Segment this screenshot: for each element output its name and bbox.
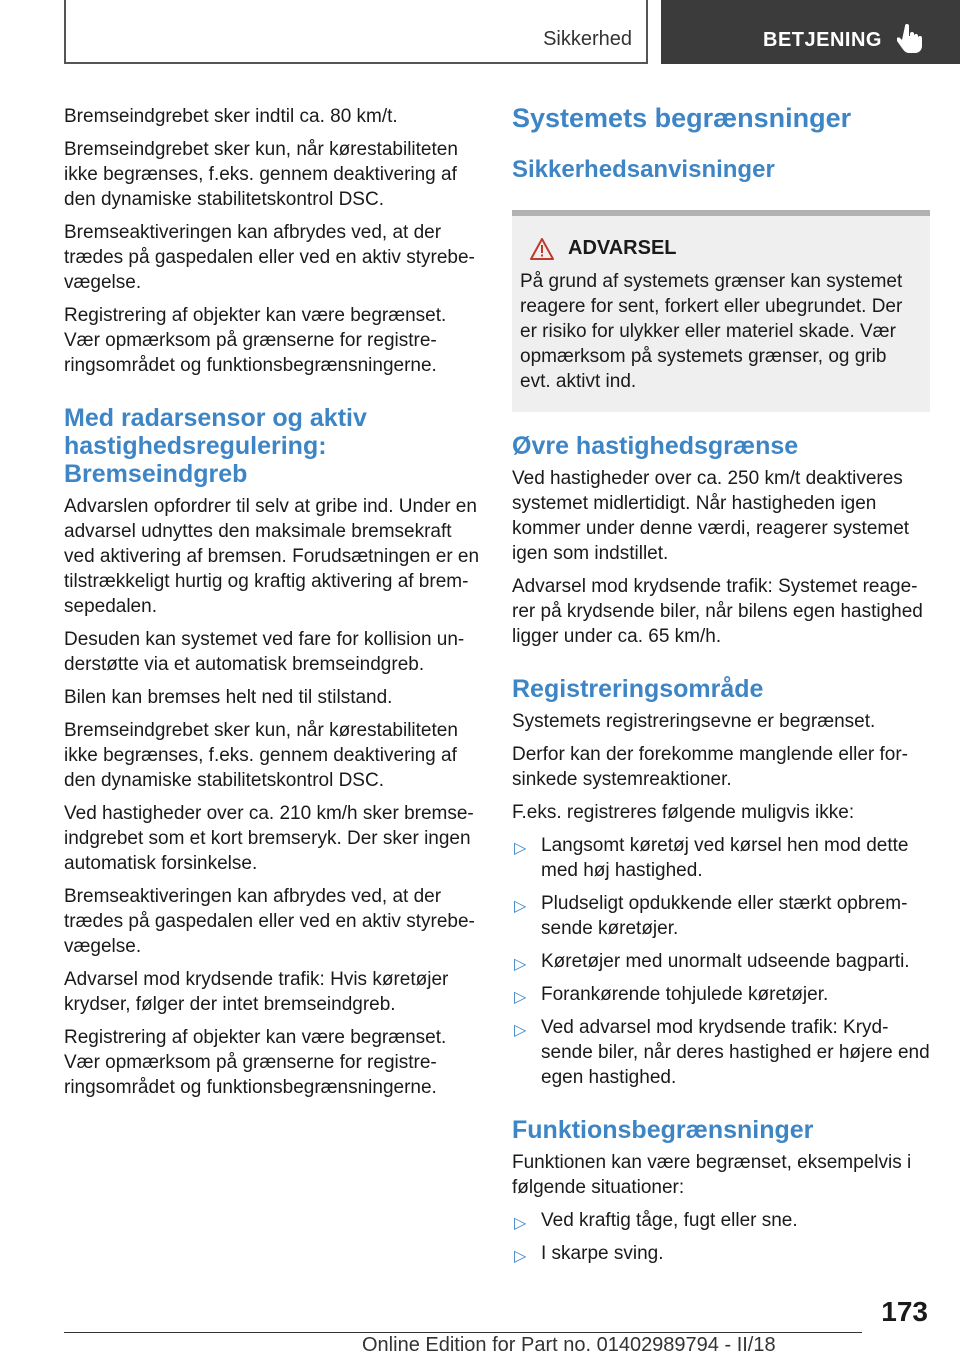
paragraph: Bremseaktiveringen kan afbrydes ved, at der trædes på gaspedalen eller ved en aktiv styrebe‐vægelse. [64, 886, 475, 957]
triangle-bullet-icon: ▷ [514, 840, 527, 857]
detection-list [512, 833, 930, 1090]
page-number: 173 [881, 1296, 928, 1327]
header-chapter-tab [661, 0, 960, 64]
list-item: ▷ Ved kraftig tåge, fugt eller sne. [512, 1208, 930, 1233]
paragraph: Desuden kan systemet ved fare for kollision un‐derstøtte via et automatisk bremseindgreb. [64, 629, 465, 675]
paragraph: Advarsel mod krydsende trafik: Systemet reage‐rer på krydsende biler, når bilens egen hastighed ligger under ca. 65 km/h. [512, 576, 923, 647]
triangle-bullet-icon: ▷ [514, 1248, 527, 1265]
paragraph: Bilen kan bremses helt ned til stilstand. [64, 687, 393, 708]
list-item: ▷ Pludseligt opdukkende eller stærkt opbrem‐sende køretøjer. [514, 893, 908, 939]
paragraph: Advarsel mod krydsende trafik: Hvis køretøjer krydser, følger der intet bremseindgreb. [64, 969, 449, 1015]
header-chapter-title: BETJENING [763, 29, 882, 51]
chapter-title: Systemets begrænsninger [512, 103, 852, 133]
warning-triangle-icon [530, 238, 554, 260]
paragraph: Registrering af objekter kan være begrænset. Vær opmærksom på grænserne for registre‐ringsområdet og funktionsbegrænsningerne. [64, 305, 447, 376]
triangle-bullet-icon: ▷ [514, 1022, 527, 1039]
section-heading-safety: Sikkerhedsanvisninger [512, 156, 775, 183]
warning-box [512, 210, 930, 412]
paragraph: Ved hastigheder over ca. 250 km/t deaktiveres systemet midlertidigt. Når hastigheden igen kommer under denne værdi, reagerer systemet igen som indstillet. [512, 468, 910, 564]
triangle-bullet-icon: ▷ [514, 1215, 527, 1232]
paragraph: Funktionen kan være begrænset, eksempelvis i følgende situationer: [512, 1152, 912, 1198]
warning-text: På grund af systemets grænser kan systemet reagere for sent, forkert eller ubegrundet. Der er risiko for ulykker eller materiel skade. Vær opmærksom på systemets grænser, og grib evt. aktivt ind. [520, 271, 903, 392]
header-section-box [64, 0, 648, 64]
paragraph: Bremseindgrebet sker kun, når kørestabiliteten ikke begrænses, f.eks. gennem deaktivering af den dynamiske stabilitetskontrol DSC. [64, 139, 458, 210]
triangle-bullet-icon: ▷ [514, 898, 527, 915]
footer-edition-text: Online Edition for Part no. 01402989794 - II/18 [362, 1334, 776, 1356]
right-column [512, 104, 930, 1274]
paragraph: Derfor kan der forekomme manglende eller for‐sinkede systemreaktioner. [512, 744, 909, 790]
warning-label: ADVARSEL [568, 237, 677, 259]
paragraph: Bremseindgrebet sker kun, når kørestabiliteten ikke begrænses, f.eks. gennem deaktivering af den dynamiske stabilitetskontrol DSC. [64, 720, 458, 791]
left-column [64, 104, 482, 1108]
paragraph: Systemets registreringsevne er begrænset. [512, 711, 876, 732]
paragraph: Advarslen opfordrer til selv at gribe ind. Under en advarsel udnyttes den maksimale bremsekraft ved aktivering af bremsen. Forudsætningen er en tilstrækkeligt hurtig og kraftig aktivering af brem‐sepedalen. [64, 496, 480, 617]
paragraph: Bremseindgrebet sker indtil ca. 80 km/t. [64, 106, 398, 127]
section-heading-speed-limit: Øvre hastighedsgrænse [512, 432, 799, 460]
warning-header [520, 236, 922, 261]
list-item: ▷ Ved advarsel mod krydsende trafik: Kryd‐sende biler, når deres hastighed er højere end egen hastighed. [514, 1017, 930, 1088]
paragraph: Bremseaktiveringen kan afbrydes ved, at der trædes på gaspedalen eller ved en aktiv styrebe‐vægelse. [64, 222, 475, 293]
section-heading-detection-range: Registreringsområde [512, 675, 764, 703]
header-section-title: Sikkerhed [543, 28, 632, 50]
paragraph: Registrering af objekter kan være begrænset. Vær opmærksom på grænserne for registre‐ringsområdet og funktionsbegrænsningerne. [64, 1027, 447, 1098]
paragraph: Ved hastigheder over ca. 210 km/h sker bremse‐indgrebet som et kort bremseryk. Der sker ingen automatisk forsinkelse. [64, 803, 474, 874]
function-limits-list [512, 1208, 930, 1266]
list-item: ▷ Køretøjer med unormalt udseende bagparti. [512, 949, 930, 974]
pointing-hand-icon [897, 24, 923, 54]
list-item: ▷ I skarpe sving. [512, 1241, 930, 1266]
section-heading-radar-braking: Med radarsensor og aktiv hastighedsregulering: Bremseindgreb [64, 404, 367, 488]
triangle-bullet-icon: ▷ [514, 989, 527, 1006]
triangle-bullet-icon: ▷ [514, 956, 527, 973]
paragraph: F.eks. registreres følgende muligvis ikke: [512, 802, 855, 823]
section-heading-function-limits: Funktionsbegrænsninger [512, 1116, 814, 1144]
list-item: ▷ Forankørende tohjulede køretøjer. [512, 982, 930, 1007]
footer-divider [64, 1332, 862, 1333]
list-item: ▷ Langsomt køretøj ved kørsel hen mod dette med høj hastighed. [514, 835, 909, 881]
